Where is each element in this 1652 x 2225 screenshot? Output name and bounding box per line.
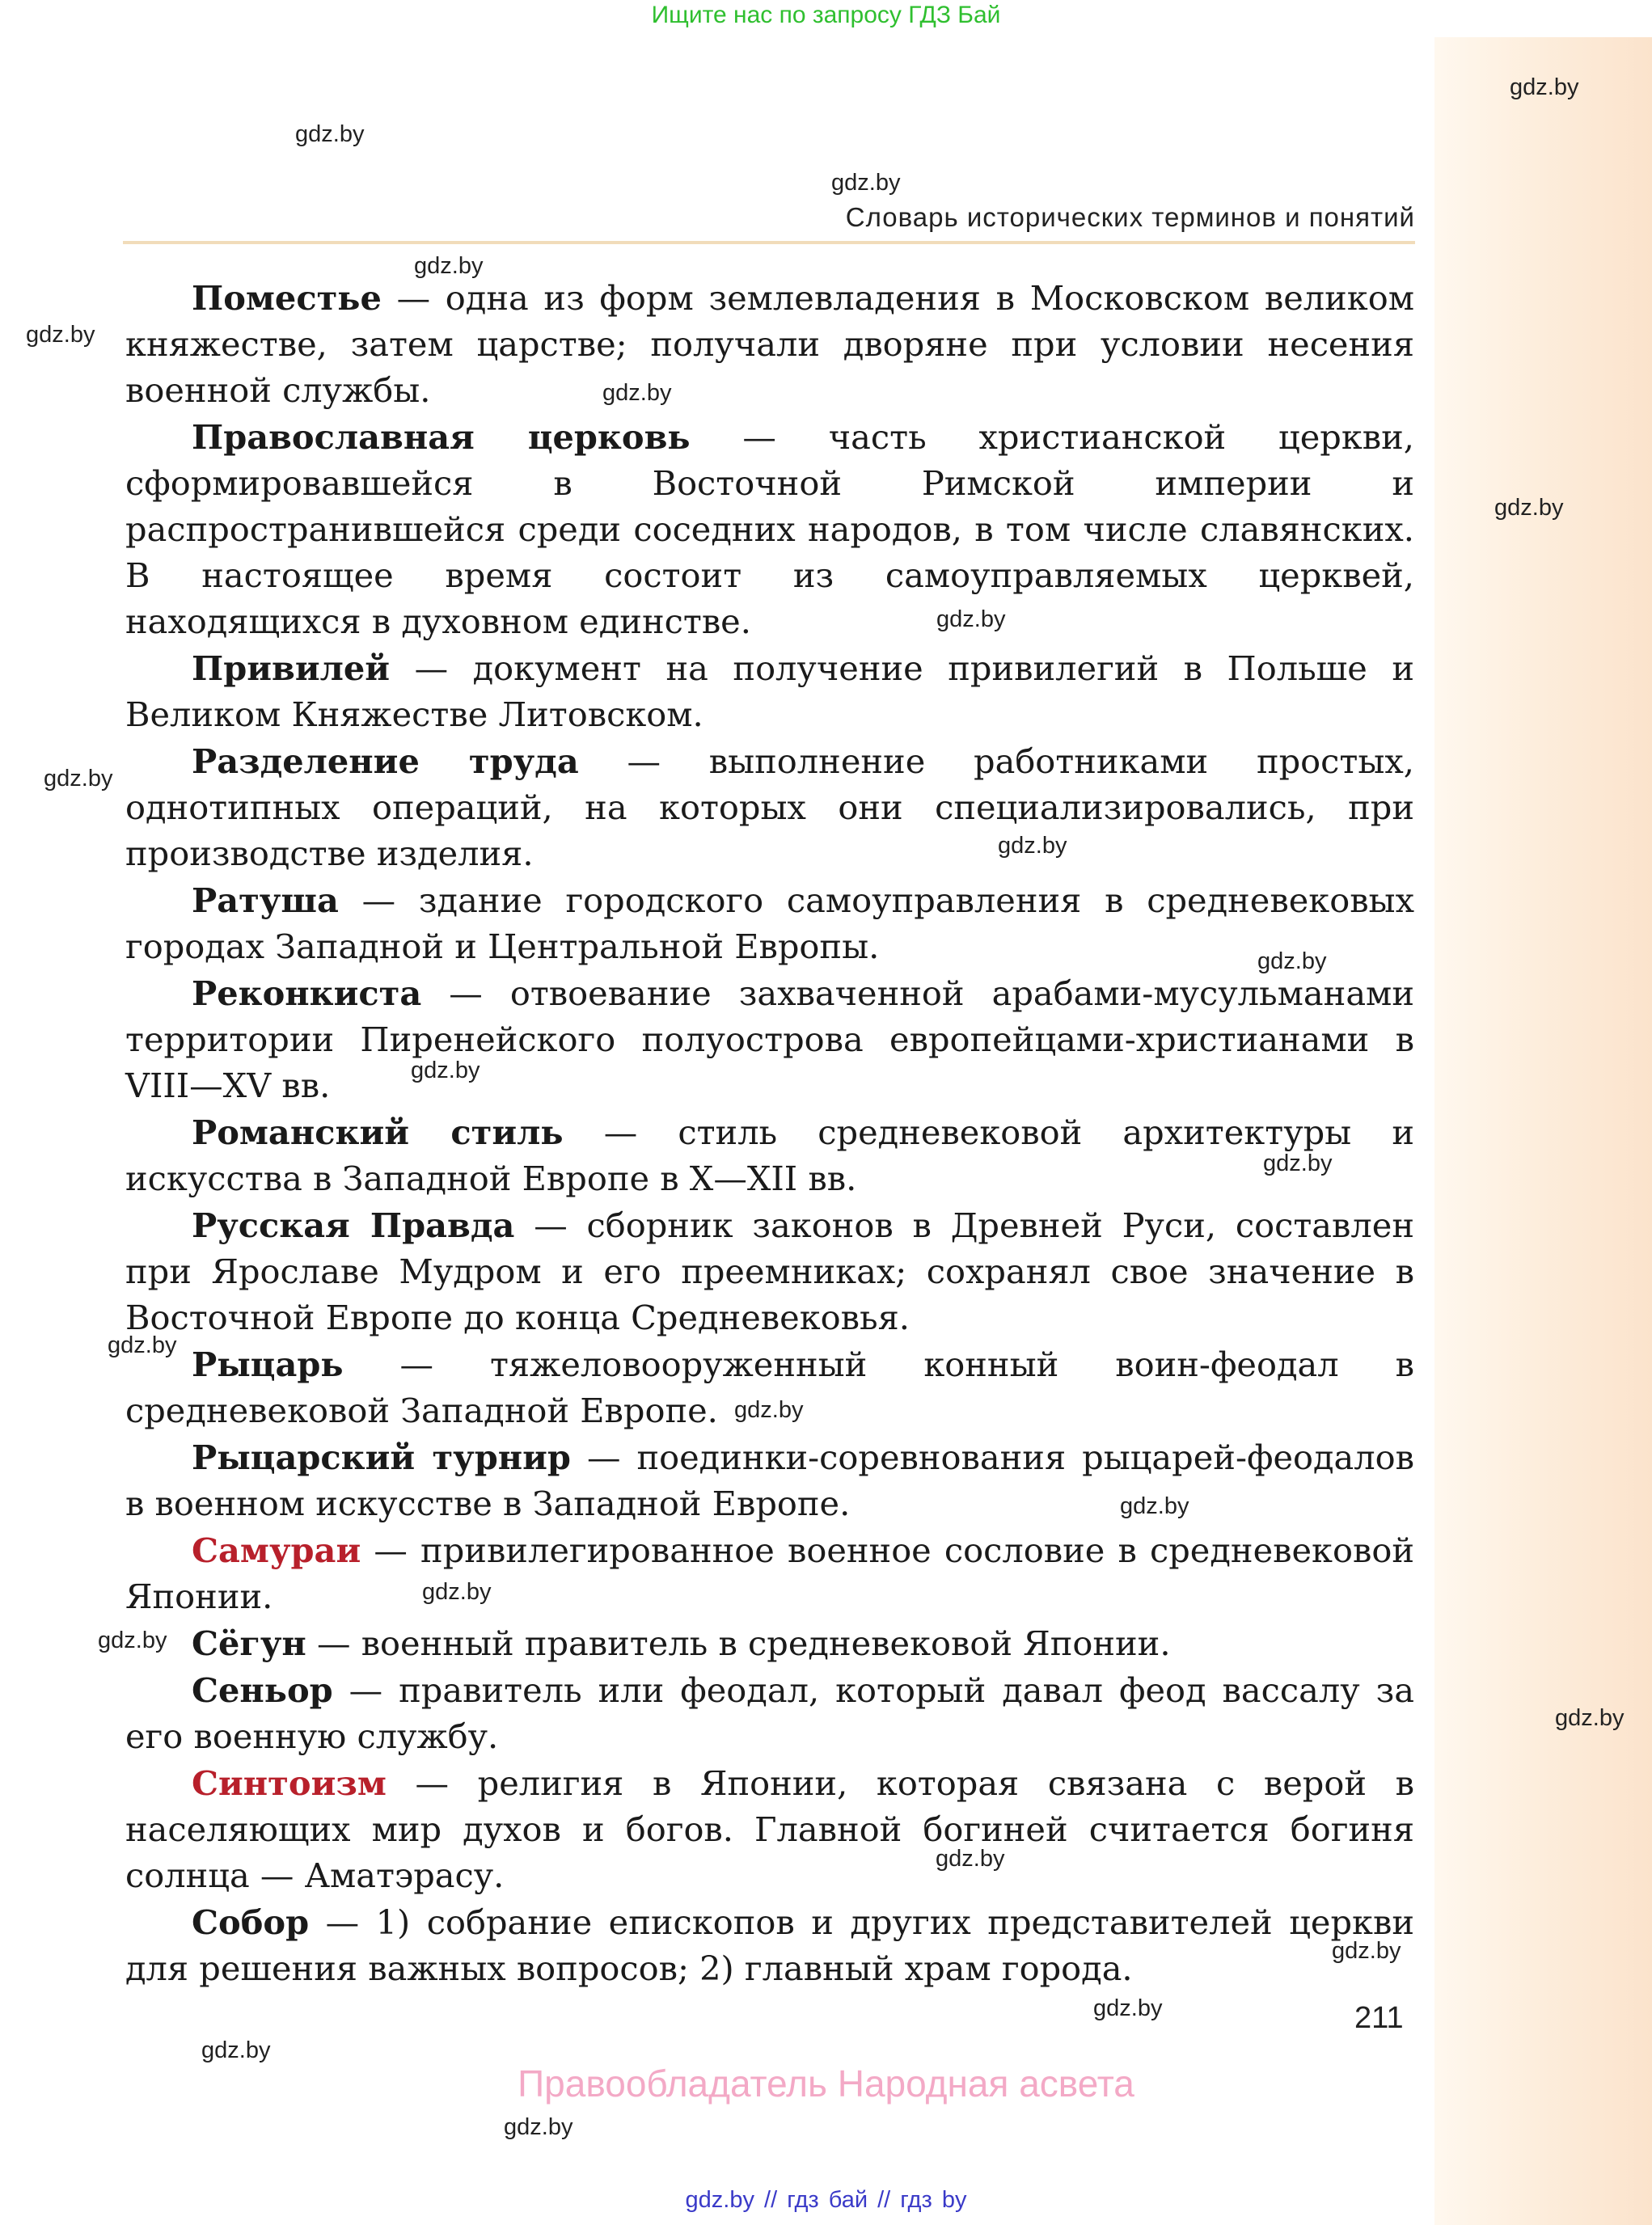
glossary-entry bbox=[125, 1109, 1414, 1201]
term-romanesque-style: Романский стиль bbox=[192, 1112, 564, 1152]
definition: — выполнение работниками простых, однотипных операций, на которых они специализировались, при производстве изделия. bbox=[125, 741, 1414, 873]
glossary-entry bbox=[125, 414, 1414, 644]
term-knight-tournament: Рыцарский турнир bbox=[192, 1438, 571, 1477]
watermark: gdz.by bbox=[1555, 1705, 1625, 1731]
definition: — здание городского самоуправления в средневековых городах Западной и Центральной Европы. bbox=[125, 880, 1414, 966]
watermark: gdz.by bbox=[998, 833, 1067, 859]
definition: — 1) собрание епископов и других представителей церкви для решения важных вопросов; 2) главный храм города. bbox=[125, 1902, 1414, 1988]
watermark: gdz.by bbox=[201, 2037, 271, 2063]
glossary-entry bbox=[125, 1527, 1414, 1619]
term-samurai: Самураи bbox=[192, 1530, 361, 1570]
glossary-entry bbox=[125, 1760, 1414, 1898]
definition: — правитель или феодал, который давал феод вассалу за его военную службу. bbox=[125, 1670, 1414, 1756]
watermark: gdz.by bbox=[411, 1058, 480, 1083]
watermark: gdz.by bbox=[831, 170, 901, 196]
watermark: gdz.by bbox=[108, 1332, 177, 1358]
glossary-entry bbox=[125, 1667, 1414, 1759]
watermark: gdz.by bbox=[1332, 1938, 1401, 1964]
header-rule bbox=[123, 241, 1415, 244]
watermark: gdz.by bbox=[936, 606, 1006, 632]
term-shogun: Сёгун bbox=[192, 1623, 306, 1663]
definition: — сборник законов в Древней Руси, составлен при Ярославе Мудром и его преемниках; сохранял свое значение в Восточной Европе до конца Средневековья. bbox=[125, 1205, 1414, 1337]
glossary-entry bbox=[125, 738, 1414, 876]
definition: — отвоевание захваченной арабами-мусульманами территории Пиренейского полуострова европейцами-христианами в VIII—XV вв. bbox=[125, 973, 1414, 1105]
term-reconquista: Реконкиста bbox=[192, 973, 422, 1013]
search-banner[interactable]: Ищите нас по запросу ГДЗ Бай bbox=[651, 2, 1001, 28]
watermark: gdz.by bbox=[414, 253, 484, 279]
watermark: gdz.by bbox=[1494, 495, 1564, 521]
watermark: gdz.by bbox=[936, 1846, 1005, 1872]
watermark: gdz.by bbox=[422, 1579, 492, 1605]
watermark: gdz.by bbox=[1263, 1150, 1333, 1176]
term-russkaya-pravda: Русская Правда bbox=[192, 1205, 515, 1245]
definition: — поединки-соревнования рыцарей-феодалов в военном искусстве в Западной Европе. bbox=[125, 1438, 1415, 1523]
glossary-entry bbox=[125, 275, 1414, 413]
watermark: gdz.by bbox=[295, 121, 365, 147]
footer-links[interactable]: gdz.by // гдз бай // гдз by bbox=[685, 2187, 967, 2213]
definition: — документ на получение привилегий в Польше и Великом Княжестве Литовском. bbox=[125, 648, 1414, 734]
watermark: gdz.by bbox=[1257, 948, 1327, 974]
glossary-text bbox=[125, 275, 1414, 1992]
watermark: gdz.by bbox=[98, 1628, 167, 1653]
definition: — стиль средневековой архитектуры и искусства в Западной Европе в X—XII вв. bbox=[125, 1112, 1414, 1198]
glossary-entry bbox=[125, 645, 1414, 737]
term-town-hall: Ратуша bbox=[192, 880, 339, 920]
side-strip bbox=[1434, 37, 1652, 2225]
page-number: 211 bbox=[1354, 2001, 1404, 2035]
watermark: gdz.by bbox=[1510, 74, 1579, 100]
glossary-entry bbox=[125, 1620, 1414, 1666]
glossary-entry bbox=[125, 970, 1414, 1108]
watermark: gdz.by bbox=[1093, 1995, 1163, 2021]
definition: — привилегированное военное сословие в средневековой Японии. bbox=[125, 1530, 1414, 1616]
watermark: gdz.by bbox=[734, 1397, 804, 1423]
glossary-entry bbox=[125, 877, 1414, 969]
glossary-entry bbox=[125, 1899, 1414, 1991]
definition: — религия в Японии, которая связана с верой в населяющих мир духов и богов. Главной богиней считается богиня солнца — Аматэрасу. bbox=[125, 1763, 1414, 1895]
watermark: gdz.by bbox=[44, 766, 113, 792]
watermark: gdz.by bbox=[602, 380, 672, 406]
term-sobor: Собор bbox=[192, 1902, 310, 1942]
copyright-notice: Правообладатель Народная асвета bbox=[518, 2062, 1134, 2105]
term-division-of-labor: Разделение труда bbox=[192, 741, 579, 781]
definition: — военный правитель в средневековой Японии. bbox=[306, 1623, 1171, 1663]
term-shinto: Синтоизм bbox=[192, 1763, 387, 1803]
term-seigneur: Сеньор bbox=[192, 1670, 333, 1710]
glossary-entry bbox=[125, 1434, 1414, 1526]
term-pomestye: Поместье bbox=[192, 278, 382, 318]
watermark: gdz.by bbox=[504, 2114, 573, 2140]
watermark: gdz.by bbox=[1120, 1493, 1189, 1519]
watermark: gdz.by bbox=[26, 322, 95, 348]
definition: — одна из форм землевладения в Московском великом княжестве, затем царстве; получали дворяне при условии несения военной службы. bbox=[125, 278, 1414, 410]
term-knight: Рыцарь bbox=[192, 1345, 344, 1384]
definition: — тяжеловооруженный конный воин-феодал в средневековой Западной Европе. bbox=[125, 1345, 1414, 1430]
glossary-entry bbox=[125, 1202, 1414, 1340]
term-orthodox-church: Православная церковь bbox=[192, 417, 691, 457]
definition: — часть христианской церкви, сформировавшейся в Восточной Римской империи и распространившейся среди соседних народов, в том числе славянских. В настоящее время состоит из самоуправляемых церквей, находящихся в духовном единстве. bbox=[125, 417, 1414, 641]
term-privilei: Привилей bbox=[192, 648, 391, 688]
running-head: Словарь исторических терминов и понятий bbox=[845, 202, 1415, 232]
